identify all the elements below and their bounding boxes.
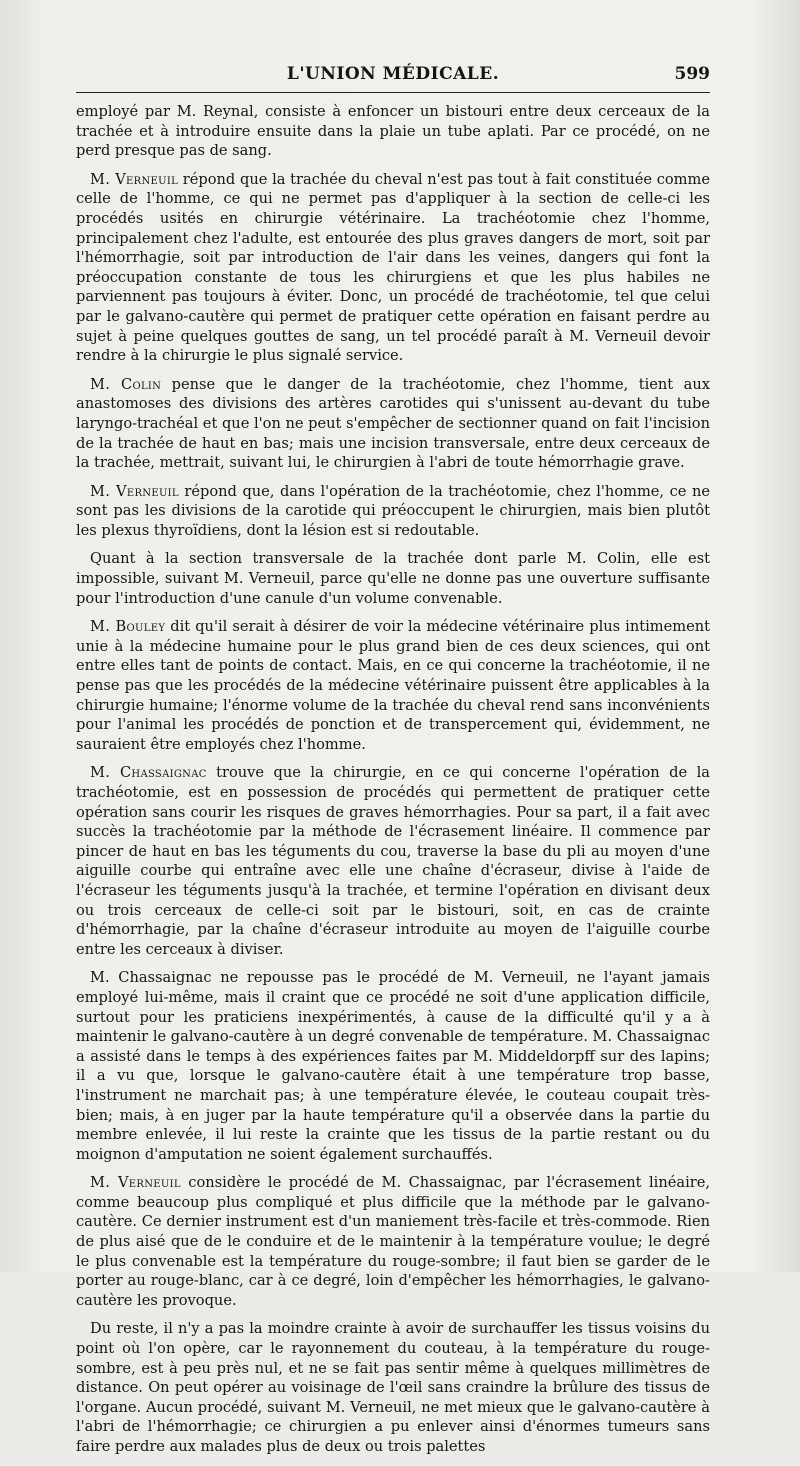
- paragraph: [76, 102, 710, 161]
- speaker-name: M. Chassaignac: [90, 764, 207, 782]
- paragraph-text: Du reste, il n'y a pas la moindre crainte à avoir de surchauffer les tissus voisins du point où l'on opère, car le rayonnement du couteau, à la température du rouge-sombre, est à peu près nul, et ne se fait pas sentir même à quelques millimètres de distance. On peut opérer au voisinage de l'œil sans craindre la brûlure des tissus de l'organe. Aucun procédé, suivant M. Verneuil, ne met mieux que le galvano-cautère à l'abri de l'hémorrhagie; ce chirurgien a pu enlever ainsi d'énormes tumeurs sans faire perdre aux malades plus de deux ou trois palettes: [76, 1320, 710, 1455]
- running-title: L'UNION MÉDICALE.: [286, 64, 500, 84]
- paragraph-text: considère le procédé de M. Chassaignac, par l'écrasement linéaire, comme beaucoup plus compliqué et plus difficile que la méthode par le galvano-cautère. Ce dernier instrument est d'un maniement très-facile et très-commode. Rien de plus aisé que de le conduire et de le maintenir à la température voulue; le degré le plus convenable est la température du rouge-sombre; il faut bien se garder de le porter au rouge-blanc, car à ce degré, loin d'empêcher les hémorrhagies, le galvano-cautère les provoque.: [76, 1174, 710, 1309]
- paragraph-text: Quant à la section transversale de la trachée dont parle M. Colin, elle est impossible, suivant M. Verneuil, parce qu'elle ne donne pas une ouverture suffisante pour l'introduction d'une canule d'un volume convenable.: [76, 550, 710, 607]
- body-text: [76, 102, 710, 1466]
- paragraph-text: répond que la trachée du cheval n'est pas tout à fait constituée comme celle de l'homme, ce qui ne permet pas d'appliquer à la section de celle-ci les procédés usités en chirurgie vétérinaire. La trachéotomie chez l'homme, principalement chez l'adulte, est entourée des plus graves dangers de mort, soit par l'hémorrhagie, soit par introduction de l'air dans les veines, dangers qui font la préoccupation constante de tous les chirurgiens et que les plus habiles ne parviennent pas toujours à éviter. Donc, un procédé de trachéotomie, tel que celui par le galvano-cautère qui permet de pratiquer cette opération en faisant perdre au sujet à peine quelques gouttes de sang, un tel procédé paraît à M. Verneuil devoir rendre à la chirurgie le plus signalé service.: [76, 170, 710, 365]
- paragraph: [76, 482, 710, 541]
- speaker-name: M. Bouley: [90, 618, 166, 636]
- paragraph-text: employé par M. Reynal, consiste à enfoncer un bistouri entre deux cerceaux de la trachée et à introduire ensuite dans la plaie un tube aplati. Par ce procédé, on ne perd presque pas de sang.: [76, 103, 710, 160]
- paragraph: [76, 1173, 710, 1310]
- speaker-name: M. Colin: [90, 375, 162, 393]
- paragraph: [76, 170, 710, 366]
- speaker-name: M. Verneuil: [90, 170, 179, 188]
- paragraph-text: pense que le danger de la trachéotomie, chez l'homme, tient aux anastomoses des divisions des artères carotides qui s'unissent au-devant du tube laryngo-trachéal et que l'on ne peut s'empêcher de sectionner quand on fait l'incision de la trachée de haut en bas; mais une incision transversale, entre deux cerceaux de la trachée, mettrait, suivant lui, le chirurgien à l'abri de toute hémorrhagie grave.: [76, 375, 710, 472]
- paragraph-text: trouve que la chirurgie, en ce qui concerne l'opération de la trachéotomie, est en possession de procédés qui permettent de pratiquer cette opération sans courir les risques de graves hémorrhagies. Pour sa part, il a fait avec succès la trachéotomie par la méthode de l'écrasement linéaire. Il commence par pincer de haut en bas les téguments du cou, traverse la base du pli au moyen d'une aiguille courbe qui entraîne avec elle une chaîne d'écraseur, divise à l'aide de l'écraseur les téguments jusqu'à la trachée, et termine l'opération en divisant deux ou trois cerceaux de celle-ci soit par le bistouri, soit, en cas de crainte d'hémorrhagie, par la chaîne d'écraseur introduite au moyen de l'aiguille courbe entre les cerceaux à diviser.: [76, 764, 710, 958]
- paragraph: [76, 617, 710, 754]
- speaker-name: M. Verneuil: [90, 1174, 181, 1192]
- paragraph: [76, 968, 710, 1164]
- speaker-name: M. Verneuil: [90, 482, 179, 500]
- paragraph: [76, 375, 710, 473]
- page-header: [76, 62, 710, 93]
- paragraph-text: M. Chassaignac ne repousse pas le procédé de M. Verneuil, ne l'ayant jamais employé lui-même, mais il craint que ce procédé ne soit d'une application difficile, surtout pour les praticiens inexpérimentés, à cause de la difficulté qu'il y a à maintenir le galvano-cautère à un degré convenable de température. M. Chassaignac a assisté dans le temps à des expériences faites par M. Middeldorpff sur des lapins; il a vu que, lorsque le galvano-cautère était à une température trop basse, l'instrument ne marchait pas; à une température élevée, le couteau coupait très-bien; mais, à en juger par la haute température qu'il a observée dans la partie du membre enlevée, il lui reste la crainte que les tissus de la partie restant ou du moignon d'amputation ne soient également surchauffés.: [76, 969, 710, 1163]
- paragraph: [76, 1319, 710, 1456]
- paragraph-text: dit qu'il serait à désirer de voir la médecine vétérinaire plus intimement unie à la médecine humaine pour le plus grand bien de ces deux sciences, qui ont entre elles tant de points de contact. Mais, en ce qui concerne la trachéotomie, il ne pense pas que les procédés de la médecine vétérinaire puissent être applicables à la chirurgie humaine; l'énorme volume de la trachée du cheval rend sans inconvénients pour l'animal les procédés de ponction et de transpercement qui, évidemment, ne sauraient être employés chez l'homme.: [76, 618, 710, 753]
- paragraph: [76, 763, 710, 959]
- paragraph-text: répond que, dans l'opération de la trachéotomie, chez l'homme, ce ne sont pas les divisions de la carotide qui préoccupent le chirurgien, mais bien plutôt les plexus thyroïdiens, dont la lésion est si redoutable.: [76, 482, 711, 539]
- paragraph: [76, 549, 710, 608]
- page-number: 599: [674, 64, 710, 84]
